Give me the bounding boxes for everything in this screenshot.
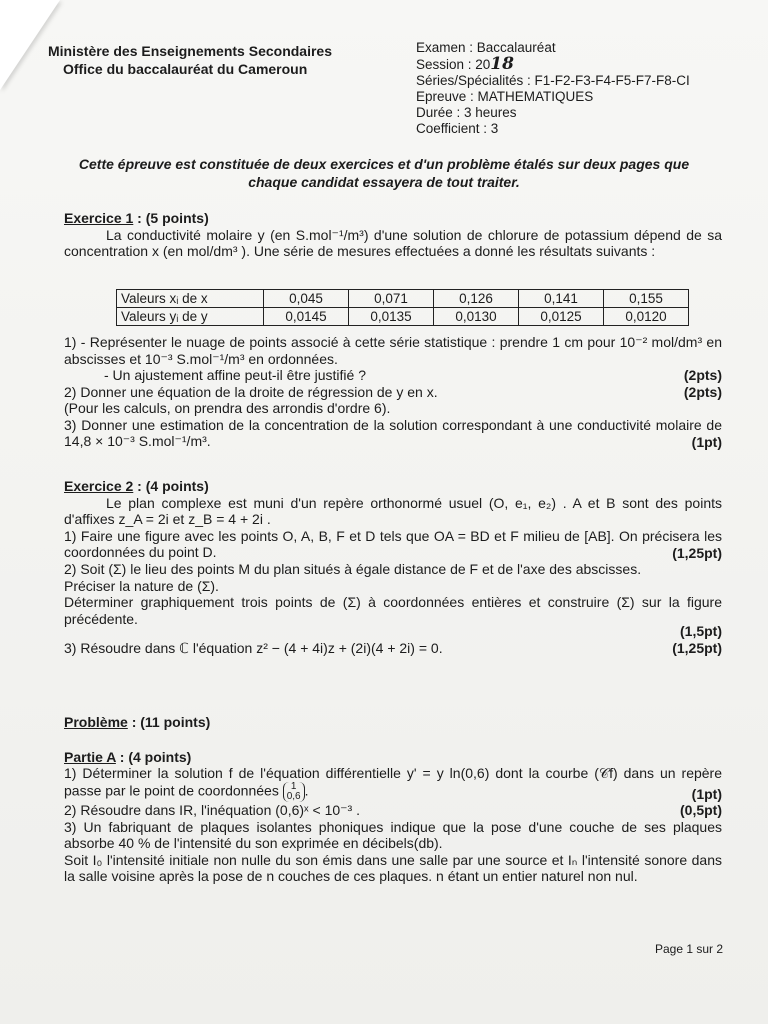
ex2-question-3: 3) Résoudre dans ℂ l'équation z² − (4 + 4i)z + (2i)(4 + 2i) = 0. bbox=[64, 639, 443, 656]
y-value: 0,0120 bbox=[604, 308, 689, 326]
exercise-1-questions bbox=[64, 334, 722, 450]
prob-q2-points: (0,5pt) bbox=[680, 802, 722, 818]
prob-question-3: 3) Un fabriquant de plaques isolantes phoniques indique que la pose d'une couche de ses plaques absorbe 40 % de l'intensité du son exprimée en décibels(db). bbox=[64, 818, 722, 851]
problem-heading bbox=[64, 714, 722, 731]
spacer bbox=[64, 731, 722, 749]
header-institution bbox=[48, 42, 332, 78]
prob-q1-points: (1pt) bbox=[691, 785, 722, 802]
header-exam-info bbox=[416, 40, 690, 137]
x-value: 0,141 bbox=[519, 290, 604, 308]
exercise-2-statement: Le plan complexe est muni d'un repère orthonormé usuel (O, e₁, e₂) . A et B sont des points d'affixes z_A = 2i et z_B = 4 + 2i . bbox=[64, 494, 722, 527]
ex2-question-1: 1) Faire une figure avec les points O, A, B, F et D tels que OA = BD et F milieu de [AB]. On précisera les coordonnées du point D. bbox=[64, 527, 722, 560]
part-a-points: : (4 points) bbox=[115, 748, 192, 765]
row-y-label: Valeurs yᵢ de y bbox=[117, 308, 264, 326]
part-a-heading bbox=[64, 749, 722, 766]
problem-points: : (11 points) bbox=[127, 714, 211, 730]
measurement-table bbox=[116, 289, 689, 326]
prob-question-2: 2) Résoudre dans IR, l'inéquation (0,6)ˣ < 10⁻³ . bbox=[64, 802, 360, 818]
exercise-1-statement: La conductivité molaire y (en S.mol⁻¹/m³) d'une solution de chlorure de potassium dépend de sa concentration x (en mol/dm³ ). Une série de mesures effectuées a donné les résultats suivants : bbox=[64, 226, 722, 259]
intro-text: Cette épreuve est constituée de deux exercices et d'un problème étalés sur deux pages que chaque candidat essayera de tout traiter. bbox=[78, 156, 690, 190]
session-year-handwritten: 18 bbox=[490, 54, 514, 74]
ex1-q1-points: (2pts) bbox=[683, 367, 722, 383]
y-value: 0,0135 bbox=[349, 308, 434, 326]
coord-top: 1 bbox=[290, 780, 297, 792]
coord-bottom: 0,6 bbox=[286, 790, 301, 802]
ex2-question-2b: Préciser la nature de (Σ). bbox=[64, 577, 219, 594]
x-value: 0,155 bbox=[604, 290, 689, 308]
problem-title: Problème bbox=[64, 714, 128, 730]
ex1-question-2-note: (Pour les calculs, on prendra des arrondis d'ordre 6). bbox=[64, 400, 391, 416]
part-a-title: Partie A bbox=[64, 748, 116, 765]
duree-line: Durée : 3 heures bbox=[416, 105, 517, 120]
exercise-2-points: : (4 points) bbox=[133, 478, 209, 494]
ex1-q2-points: (2pts) bbox=[683, 383, 722, 400]
table-row-y bbox=[117, 308, 689, 326]
prob-question-3b: Soit I₀ l'intensité initiale non nulle du son émis dans une salle par une source et Iₙ l'intensité sonore dans la salle voisine après la pose de n couches de ces plaques. n étant un entier naturel non nul. bbox=[64, 851, 722, 884]
prob-question-2-row bbox=[64, 802, 722, 819]
exercise-1-title: Exercice 1 bbox=[64, 210, 134, 226]
session-line bbox=[416, 56, 690, 73]
prob-question-1-text: 1) Déterminer la solution f de l'équation différentielle y' = y ln(0,6) dont la courbe (𝒞f) dans un repère passe par le point de coordonnées bbox=[64, 765, 722, 799]
ex2-question-2: 2) Soit (Σ) le lieu des points M du plan situés à égale distance de F et de l'axe des abscisses. bbox=[64, 561, 642, 577]
y-value: 0,0145 bbox=[264, 308, 349, 326]
ex1-question-1b: - Un ajustement affine peut-il être justifié ? bbox=[104, 367, 366, 383]
exercise-2-title: Exercice 2 bbox=[64, 478, 134, 494]
exercise-1-points: : (5 points) bbox=[133, 210, 209, 226]
ex1-question-2: 2) Donner une équation de la droite de régression de y en x. bbox=[64, 383, 438, 400]
exercise-1-heading bbox=[64, 210, 722, 227]
ex1-q3-points: (1pt) bbox=[691, 433, 722, 450]
exercise-1 bbox=[64, 210, 722, 260]
page-number: Page 1 sur 2 bbox=[655, 942, 724, 956]
ex1-question-1b-row bbox=[64, 367, 722, 384]
ex2-q3-points: (1,25pt) bbox=[672, 639, 722, 656]
series-line: Séries/Spécialités : F1-F2-F3-F4-F5-F7-F8-CI bbox=[416, 73, 690, 88]
ex2-question-3-row bbox=[64, 640, 722, 657]
ex1-question-3: 3) Donner une estimation de la concentration de la solution correspondant à une conductivité molaire de 14,8 × 10⁻³ S.mol⁻¹/m³. bbox=[64, 416, 722, 449]
ex2-q2-points: (1,5pt) bbox=[680, 623, 722, 639]
ex1-question-2-row bbox=[64, 384, 722, 401]
session-label: Session : 20 bbox=[416, 57, 491, 72]
exam-label: Examen : Baccalauréat bbox=[416, 40, 556, 55]
epreuve-line: Epreuve : MATHEMATIQUES bbox=[416, 89, 594, 104]
table-row-x bbox=[117, 290, 689, 308]
x-value: 0,126 bbox=[434, 290, 519, 308]
x-value: 0,071 bbox=[349, 290, 434, 308]
ministry-name: Ministère des Enseignements Secondaires bbox=[48, 43, 332, 59]
ex2-question-2c: Déterminer graphiquement trois points de (Σ) à coordonnées entières et construire (Σ) sur la figure précédente. bbox=[64, 594, 722, 627]
exercise-2 bbox=[64, 478, 722, 656]
ex1-question-1a: 1) - Représenter le nuage de points associé à cette série statistique : prendre 1 cm pour 10⁻² mol/dm³ en abscisses et 10⁻³ S.mol⁻¹/m³ en ordonnées. bbox=[64, 334, 722, 367]
row-x-label: Valeurs xᵢ de x bbox=[117, 290, 264, 308]
y-value: 0,0130 bbox=[434, 308, 519, 326]
ex2-q2-points-row bbox=[64, 623, 722, 640]
coordinate-vector bbox=[283, 782, 305, 802]
problem bbox=[64, 714, 722, 885]
x-value: 0,045 bbox=[264, 290, 349, 308]
y-value: 0,0125 bbox=[519, 308, 604, 326]
exercise-2-heading bbox=[64, 478, 722, 495]
office-name: Office du baccalauréat du Cameroun bbox=[63, 61, 308, 77]
coefficient-line: Coefficient : 3 bbox=[416, 121, 499, 136]
ex2-q1-points: (1,25pt) bbox=[672, 544, 722, 561]
prob-question-1: 1) Déterminer la solution f de l'équation différentielle y' = y ln(0,6) dont la courbe (𝒞f) dans un repère passe par le point de coordonnées 1 0,6 . bbox=[64, 765, 722, 802]
